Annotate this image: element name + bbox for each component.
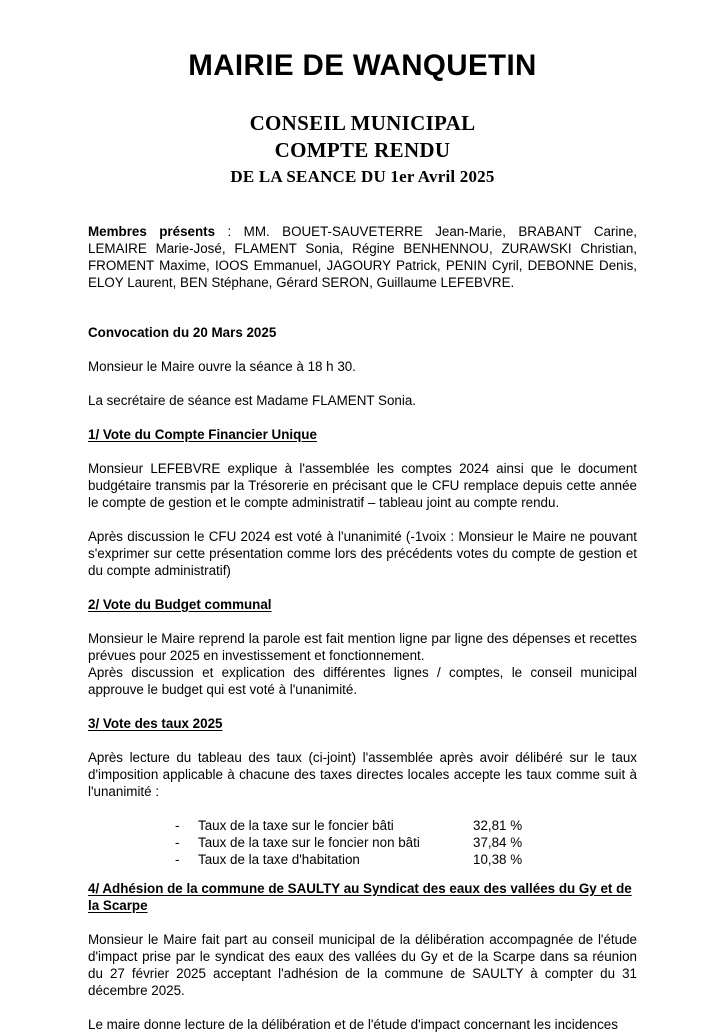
list-item xyxy=(88,834,637,851)
section-heading-4: 4/ Adhésion de la commune de SAULTY au Syndicat des eaux des vallées du Gy et de la Scarpe xyxy=(88,880,632,913)
page-title: MAIRIE DE WANQUETIN xyxy=(188,49,537,82)
spacer xyxy=(88,698,637,715)
tax-rate-value: 10,38 % xyxy=(473,851,523,867)
spacer xyxy=(88,341,637,358)
section-4-paragraph-1: Monsieur le Maire fait part au conseil municipal de la délibération accompagnée de l'étude d'impact prise par le syndicat des eaux des vallées du Gy et de la Scarpe dans sa réunion du 27 février 2025 acceptant l'adhésion de la commune de SAULTY à compter du 31 décembre 2025. xyxy=(88,931,637,998)
document-subtitle xyxy=(88,82,637,189)
spacer xyxy=(88,375,637,392)
section-1-paragraph-1: Monsieur LEFEBVRE explique à l'assemblée les comptes 2024 ainsi que le document budgétaire transmis par la Trésorerie en précisant que le CFU remplace depuis cette année le compte de gestion et le compte administratif – tableau joint au compte rendu. xyxy=(88,460,637,510)
attendance-list: : MM. BOUET-SAUVETERRE Jean-Marie, BRABANT Carine, LEMAIRE Marie-José, FLAMENT Sonia, Régine BENHENNOU, ZURAWSKI Christian, FROMENT Maxime, IOOS Emmanuel, JAGOURY Patrick, PENIN Cyril, DEBONNE Denis, ELOY Laurent, BEN Stéphane, Gérard SERON, Guillaume LEFEBVRE. xyxy=(88,223,637,290)
section-4-paragraph-2: Le maire donne lecture de la délibération et de l'étude d'impact concernant les incidences xyxy=(88,1016,618,1032)
subtitle-line-1: CONSEIL MUNICIPAL xyxy=(249,111,476,136)
attendance-label: Membres présents xyxy=(88,223,216,239)
spacer xyxy=(88,443,637,460)
tax-rates-list xyxy=(88,817,637,868)
list-item xyxy=(88,817,637,834)
attendance-paragraph xyxy=(88,223,637,291)
spacer xyxy=(88,291,637,324)
document-body xyxy=(88,0,637,1033)
opening-line: Monsieur le Maire ouvre la séance à 18 h 30. xyxy=(88,358,356,374)
subtitle-line-3: DE LA SEANCE DU 1er Avril 2025 xyxy=(230,167,495,187)
section-heading-1: 1/ Vote du Compte Financier Unique xyxy=(88,426,317,442)
section-3-paragraph-1: Après lecture du tableau des taux (ci-joint) l'assemblée après avoir délibéré sur le taux d'imposition applicable à chacune des taxes directes locales accepte les taux comme suit à l'unanimité : xyxy=(88,749,637,799)
subtitle-line-2: COMPTE RENDU xyxy=(274,138,451,163)
tax-rate-label: Taux de la taxe sur le foncier non bâti xyxy=(198,834,420,850)
bullet-dash-icon: - xyxy=(175,834,180,850)
bullet-dash-icon: - xyxy=(175,817,180,833)
spacer xyxy=(88,999,637,1016)
spacer xyxy=(88,868,637,880)
tax-rate-label: Taux de la taxe d'habitation xyxy=(198,851,360,867)
secretary-line: La secrétaire de séance est Madame FLAMENT Sonia. xyxy=(88,392,416,408)
tax-rate-value: 32,81 % xyxy=(473,817,523,833)
spacer xyxy=(88,511,637,528)
tax-rate-value: 37,84 % xyxy=(473,834,523,850)
spacer xyxy=(88,914,637,931)
spacer xyxy=(88,613,637,630)
list-item xyxy=(88,851,637,868)
section-heading-2: 2/ Vote du Budget communal xyxy=(88,596,272,612)
section-2-paragraph-2: Après discussion et explication des différentes lignes / comptes, le conseil municipal approuve le budget qui est voté à l'unanimité. xyxy=(88,664,637,697)
spacer xyxy=(88,800,637,817)
spacer xyxy=(88,190,637,223)
spacer xyxy=(88,409,637,426)
section-1-paragraph-2: Après discussion le CFU 2024 est voté à l'unanimité (-1voix : Monsieur le Maire ne pouvant s'exprimer sur cette présentation comme lors des précédents votes du compte de gestion et du compte administratif) xyxy=(88,528,637,578)
section-2-paragraph-1: Monsieur le Maire reprend la parole est fait mention ligne par ligne des dépenses et recettes prévues pour 2025 en investissement et fonctionnement. xyxy=(88,630,637,663)
spacer xyxy=(88,579,637,596)
section-heading-3: 3/ Vote des taux 2025 xyxy=(88,715,223,731)
spacer xyxy=(88,732,637,749)
bullet-dash-icon: - xyxy=(175,851,180,867)
convocation-line: Convocation du 20 Mars 2025 xyxy=(88,324,277,340)
tax-rate-label: Taux de la taxe sur le foncier bâti xyxy=(198,817,394,833)
